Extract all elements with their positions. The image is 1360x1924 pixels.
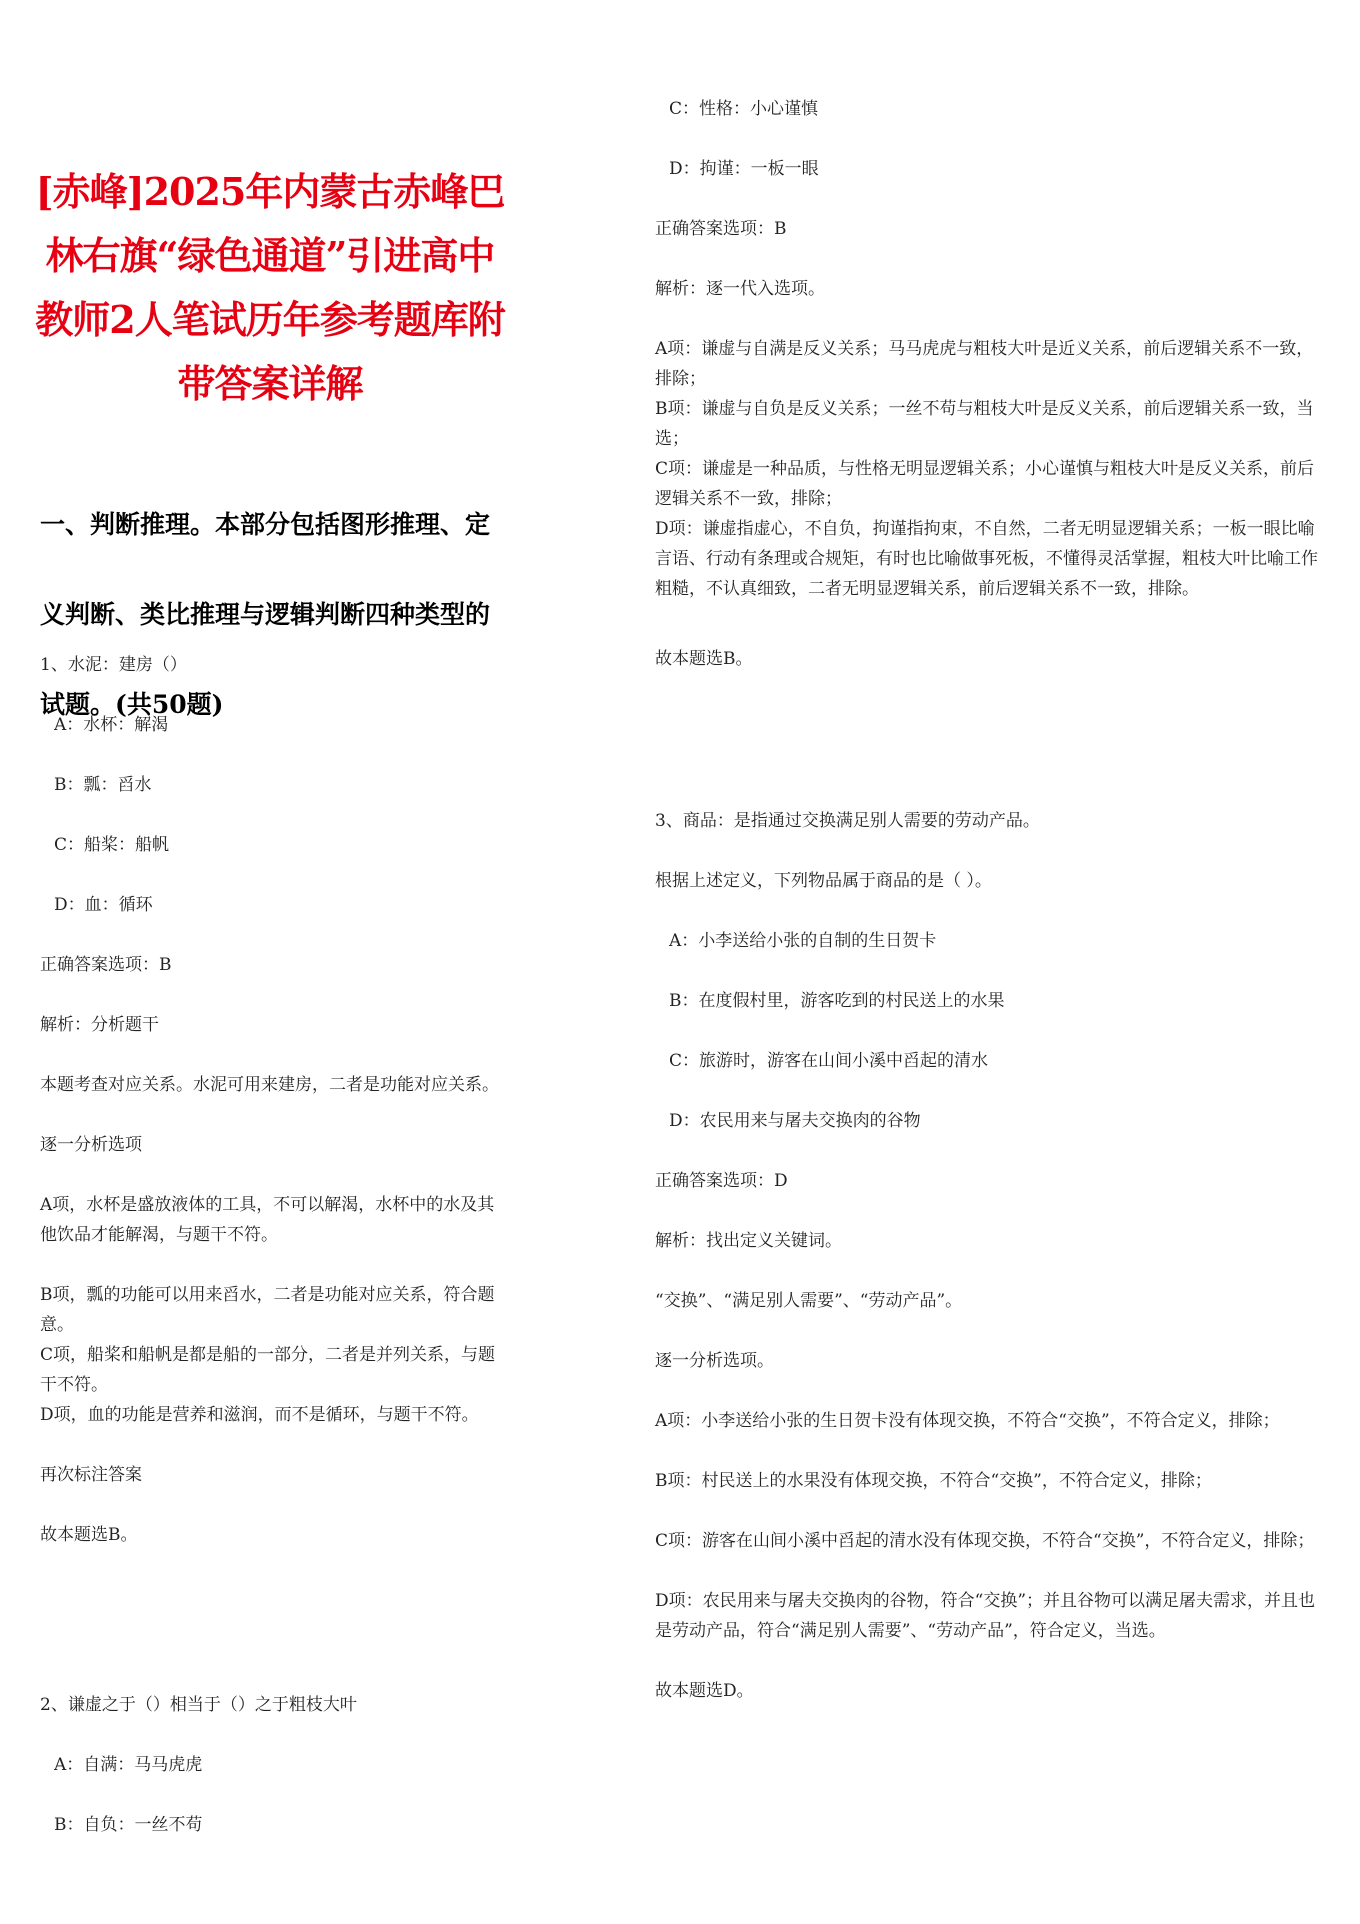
analysis-line: 逐一分析选项 [40,1135,142,1155]
option-d: D：血：循环 [54,895,153,915]
analysis-line: D项：谦虚指虚心，不自负，拘谨指拘束，不自然，二者无明显逻辑关系；一板一眼比喻言语、行动有条理或合规矩，有时也比喻做事死板，不懂得灵活掌握，粗枝大叶比喻工作粗糙，不认真细致，二者无明显逻辑关系，前后逻辑关系不一致，排除。 [655,519,1318,599]
question-2-continued [655,94,1320,704]
option-a: A：水杯：解渴 [54,715,169,735]
analysis-line: B项，瓢的功能可以用来舀水，二者是功能对应关系，符合题意。 [40,1285,495,1335]
question-2 [40,1690,500,1870]
analysis-line: C项：游客在山间小溪中舀起的清水没有体现交换，不符合“交换”，不符合定义，排除； [655,1531,1315,1551]
option-c: C：船桨：船帆 [54,835,170,855]
section-heading: 一、判断推理。本部分包括图形推理、定义判断、类比推理与逻辑判断四种类型的试题。(共50题) [40,510,491,719]
option-b: B：在度假村里，游客吃到的村民送上的水果 [669,991,1005,1011]
analysis-line: 解析：找出定义关键词。 [655,1231,842,1251]
analysis-line: C项：谦虚是一种品质，与性格无明显逻辑关系；小心谨慎与粗枝大叶是反义关系，前后逻辑关系不一致，排除； [655,459,1315,509]
answer-line: 正确答案选项：D [655,1171,788,1191]
analysis-line: A项：小李送给小张的生日贺卡没有体现交换，不符合“交换”，不符合定义，排除； [655,1411,1280,1431]
analysis-line: 故本题选B。 [40,1525,138,1545]
option-d: D：拘谨：一板一眼 [669,159,819,179]
question-3 [655,806,1320,1736]
option-a: A：自满：马马虎虎 [54,1755,203,1775]
question-1-answer [40,950,500,1580]
analysis-line: C项，船桨和船帆是都是船的一部分，二者是并列关系，与题干不符。 [40,1345,496,1395]
analysis-line: 再次标注答案 [40,1465,142,1485]
answer-line: 正确答案选项：B [655,219,787,239]
analysis-line: “交换”、“满足别人需要”、“劳动产品”。 [655,1291,963,1311]
analysis-line: B项：村民送上的水果没有体现交换，不符合“交换”，不符合定义，排除； [655,1471,1212,1491]
question-stem: 2、谦虚之于（）相当于（）之于粗枝大叶 [40,1695,357,1715]
question-prompt: 根据上述定义，下列物品属于商品的是（ ）。 [655,871,992,891]
analysis-line: 本题考查对应关系。水泥可用来建房，二者是功能对应关系。 [40,1075,499,1095]
question-1-options [40,710,500,950]
question-stem: 3、商品：是指通过交换满足别人需要的劳动产品。 [655,811,1040,831]
option-c: C：旅游时，游客在山间小溪中舀起的清水 [669,1051,989,1071]
analysis-line: A项，水杯是盛放液体的工具，不可以解渴，水杯中的水及其他饮品才能解渴，与题干不符。 [40,1195,495,1245]
analysis-line: 逐一分析选项。 [655,1351,774,1371]
analysis-line: 故本题选B。 [655,649,753,669]
option-d: D：农民用来与屠夫交换肉的谷物 [669,1111,921,1131]
option-c: C：性格：小心谨慎 [669,99,819,119]
option-b: B：瓢：舀水 [54,775,152,795]
page-title: [赤峰]2025年内蒙古赤峰巴林右旗“绿色通道”引进高中教师2人笔试历年参考题库附带答案详解 [35,169,505,406]
analysis-line: 解析：分析题干 [40,1015,159,1035]
analysis-line: D项，血的功能是营养和滋润，而不是循环，与题干不符。 [40,1405,479,1425]
analysis-line: 故本题选D。 [655,1681,754,1701]
analysis-line: D项：农民用来与屠夫交换肉的谷物，符合“交换”；并且谷物可以满足屠夫需求，并且也是劳动产品，符合“满足别人需要”、“劳动产品”，符合定义，当选。 [655,1591,1316,1641]
analysis-line: B项：谦虚与自负是反义关系；一丝不苟与粗枝大叶是反义关系，前后逻辑关系一致，当选； [655,399,1314,449]
question-1 [40,650,500,680]
option-a: A：小李送给小张的自制的生日贺卡 [669,931,937,951]
analysis-line: 解析：逐一代入选项。 [655,279,825,299]
question-stem: 1、水泥：建房（） [40,655,187,675]
analysis-line: A项：谦虚与自满是反义关系；马马虎虎与粗枝大叶是近义关系，前后逻辑关系不一致，排除； [655,339,1314,389]
answer-line: 正确答案选项：B [40,955,172,975]
option-b: B：自负：一丝不苟 [54,1815,203,1835]
